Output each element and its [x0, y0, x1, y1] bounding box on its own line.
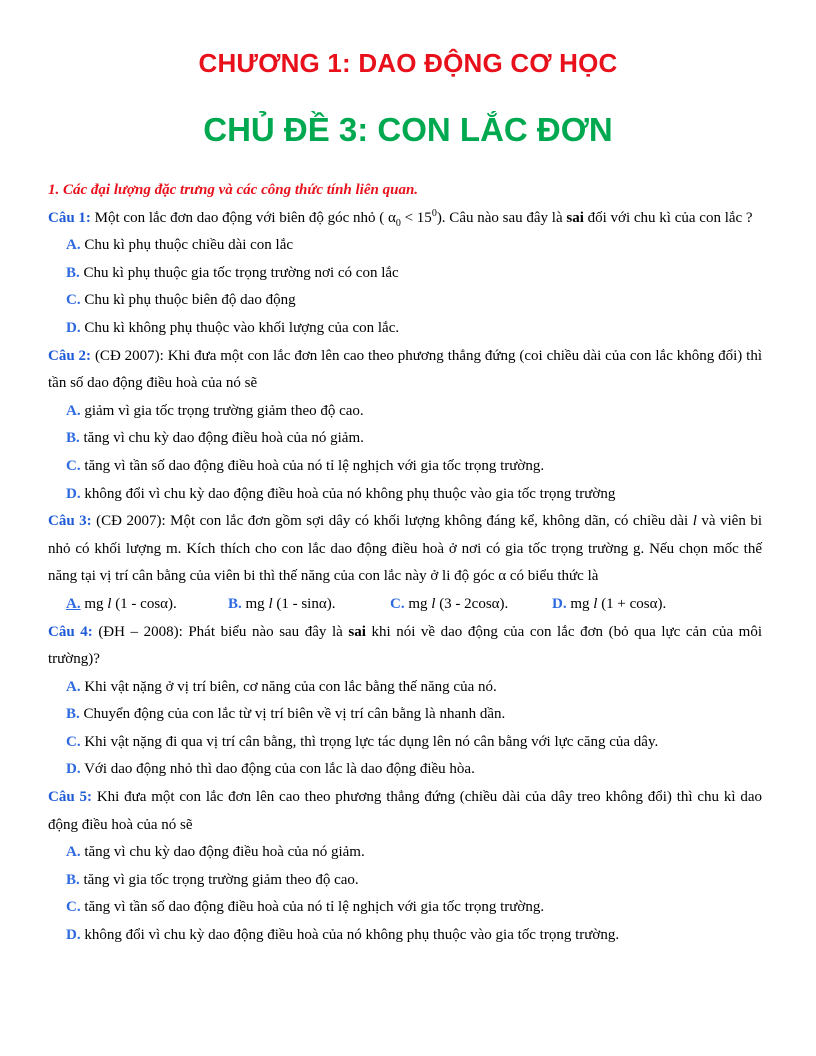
- option: [48, 260, 762, 288]
- option-label: B.: [66, 264, 80, 281]
- question-text: < 15: [400, 209, 432, 226]
- option-text: tăng vì gia tốc trọng trường giảm theo độ cao.: [79, 871, 359, 888]
- topic-title: CHỦ ĐỀ 3: CON LẮC ĐƠN: [203, 111, 613, 148]
- option: [48, 481, 762, 509]
- option-text: tăng vì tần số dao động điều hoà của nó tỉ lệ nghịch với gia tốc trọng trường.: [80, 899, 545, 916]
- option: [48, 729, 762, 757]
- option-label: B.: [66, 871, 80, 888]
- option: [48, 453, 762, 481]
- option-label: D.: [66, 319, 81, 336]
- option-text: mg: [404, 595, 432, 612]
- variable: l: [431, 595, 436, 612]
- option-text: mg: [566, 595, 594, 612]
- option-row: [48, 591, 762, 619]
- option-text: Khi vật nặng đi qua vị trí cân bằng, thì trọng lực tác dụng lên nó cân bằng với lực căng của dây.: [80, 733, 659, 750]
- section-heading: 1. Các đại lượng đặc trưng và các công thức tính liên quan.: [48, 182, 419, 198]
- superscript: 0: [431, 207, 437, 219]
- option-text: (1 + cosα).: [597, 595, 667, 612]
- question-4: [48, 619, 762, 674]
- option-text: Chuyển động của con lắc từ vị trí biên về vị trí cân bằng là nhanh dần.: [79, 706, 506, 723]
- question-3: [48, 508, 762, 591]
- option: [48, 425, 762, 453]
- variable: l: [107, 595, 112, 612]
- option-text: mg: [80, 595, 108, 612]
- option-label: C.: [66, 292, 81, 309]
- emphasis-word: sai: [348, 623, 366, 640]
- option: [48, 232, 762, 260]
- question-text: khi nói về dao động của con lắc đơn (bỏ qua lực cản của môi trường)?: [48, 623, 763, 668]
- option-text: Chu kì phụ thuộc chiều dài con lắc: [80, 237, 294, 254]
- option: [48, 398, 762, 426]
- option-text: Chu kì phụ thuộc gia tốc trọng trường nơi có con lắc: [79, 264, 399, 281]
- option-text: (1 - sinα).: [272, 595, 336, 612]
- option: [48, 922, 762, 950]
- question-label: Câu 4:: [48, 623, 93, 640]
- chapter-title: CHƯƠNG 1: DAO ĐỘNG CƠ HỌC: [198, 48, 618, 78]
- question-text: ). Câu nào sau đây là: [436, 209, 567, 226]
- question-text: và viên bi nhỏ có khối lượng m. Kích thích cho con lắc dao động điều hoà ở nơi có gia tốc trọng trường g. Nếu chọn mốc thế năng tại vị trí cân bằng của viên bi thì thế năng của con lắc này ở li độ góc α có biểu thức là: [48, 513, 762, 585]
- option: [390, 591, 552, 619]
- option-text: giảm vì gia tốc trọng trường giảm theo độ cao.: [80, 402, 364, 419]
- option: [48, 701, 762, 729]
- question-text: (CĐ 2007): Khi đưa một con lắc đơn lên cao theo phương thẳng đứng (coi chiều dài của con lắc không đổi) thì tần số dao động điều hoà của nó sẽ: [48, 347, 763, 392]
- option-label: C.: [390, 595, 405, 612]
- option: [48, 287, 762, 315]
- question-text: (ĐH – 2008): Phát biểu nào sau đây là: [92, 623, 349, 640]
- option-label: A.: [66, 844, 81, 861]
- question-label: Câu 5:: [48, 789, 92, 806]
- option: [66, 591, 228, 619]
- option-label: B.: [228, 595, 242, 612]
- option-label: A.: [66, 678, 81, 695]
- option-text: (3 - 2cosα).: [435, 595, 509, 612]
- option: [48, 894, 762, 922]
- option-label: A.: [66, 237, 81, 254]
- question-label: Câu 1:: [48, 209, 91, 226]
- option: [48, 839, 762, 867]
- option: [48, 315, 762, 343]
- option-label: B.: [66, 706, 80, 723]
- option-text: không đổi vì chu kỳ dao động điều hoà của nó không phụ thuộc vào gia tốc trọng trường: [80, 485, 616, 502]
- option: [228, 591, 390, 619]
- option-label: D.: [66, 761, 81, 778]
- option-label: B.: [66, 430, 80, 447]
- option-label: D.: [66, 927, 81, 944]
- question-5: [48, 784, 762, 839]
- variable: l: [593, 595, 598, 612]
- question-label: Câu 3:: [48, 513, 92, 530]
- option-label: D.: [66, 485, 81, 502]
- emphasis-word: sai: [566, 209, 584, 226]
- option-text: Chu kì không phụ thuộc vào khối lượng của con lắc.: [80, 319, 400, 336]
- question-label: Câu 2:: [48, 347, 92, 364]
- option: [48, 756, 762, 784]
- subscript: 0: [395, 217, 401, 229]
- variable: l: [692, 513, 697, 530]
- option-text: tăng vì tần số dao động điều hoà của nó tỉ lệ nghịch với gia tốc trọng trường.: [80, 457, 545, 474]
- question-text: Một con lắc đơn dao động với biên độ góc nhỏ ( α: [90, 209, 396, 226]
- question-text: đối với chu kì của con lắc ?: [583, 209, 753, 226]
- option-text: Khi vật nặng ở vị trí biên, cơ năng của con lắc bằng thế năng của nó.: [80, 678, 497, 695]
- option-text: tăng vì chu kỳ dao động điều hoà của nó giảm.: [80, 844, 365, 861]
- option-text: (1 - cosα).: [111, 595, 177, 612]
- option-label: C.: [66, 457, 81, 474]
- option-text: mg: [241, 595, 269, 612]
- option-text: Chu kì phụ thuộc biên độ dao động: [80, 292, 296, 309]
- document-content: [48, 177, 762, 950]
- option: [48, 867, 762, 895]
- option-label: C.: [66, 899, 81, 916]
- option-label: A.: [66, 595, 81, 612]
- question-1: [48, 205, 762, 233]
- option: [48, 674, 762, 702]
- option-text: tăng vì chu kỳ dao động điều hoà của nó giảm.: [79, 430, 364, 447]
- option: [552, 591, 666, 619]
- option-label: C.: [66, 733, 81, 750]
- question-2: [48, 343, 762, 398]
- question-text: Khi đưa một con lắc đơn lên cao theo phương thẳng đứng (chiều dài của dây treo không đổi) thì chu kì dao động điều hoà của nó sẽ: [48, 789, 763, 833]
- option-text: không đổi vì chu kỳ dao động điều hoà của nó không phụ thuộc vào gia tốc trọng trường.: [80, 927, 620, 944]
- option-label: A.: [66, 402, 81, 419]
- question-text: (CĐ 2007): Một con lắc đơn gồm sợi dây có khối lượng không đáng kể, không dãn, có chiều dài: [91, 513, 693, 530]
- variable: l: [268, 595, 273, 612]
- option-label: D.: [552, 595, 567, 612]
- option-text: Với dao động nhỏ thì dao động của con lắc là dao động điều hòa.: [80, 761, 475, 778]
